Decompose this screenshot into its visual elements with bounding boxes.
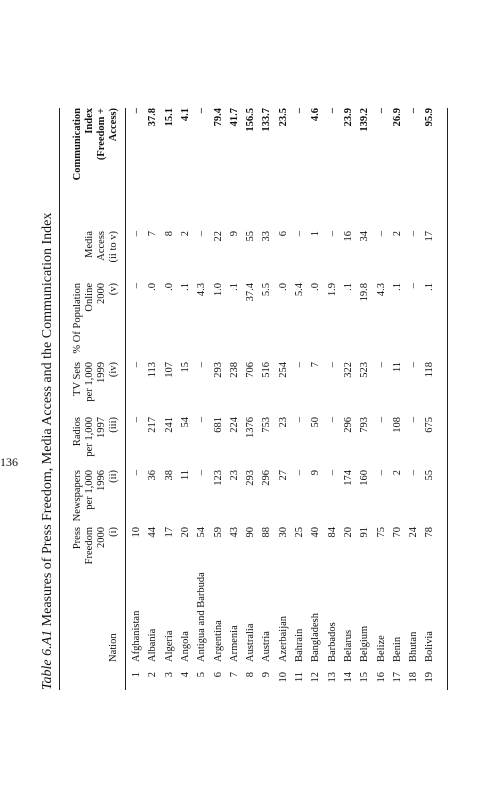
table-cell-news: – (196, 470, 208, 476)
table-cell-nation: Armenia (228, 625, 240, 662)
table-cell-press: 88 (261, 527, 273, 538)
table-cell-news: – (131, 470, 142, 476)
table-cell-radio: – (326, 417, 338, 423)
table-cell-news: – (375, 470, 387, 476)
table-cell-comm: 4.1 (179, 108, 191, 122)
table-cell-tv: 107 (163, 362, 175, 378)
page-number: 136 (0, 455, 18, 469)
table-cell-media: 8 (163, 231, 175, 237)
table-cell-tv: – (326, 362, 338, 368)
table-cell-radio: – (294, 417, 305, 423)
table-cell-media: 2 (391, 231, 403, 237)
table-cell-press: 78 (424, 527, 436, 538)
table-cell-news: 36 (147, 470, 159, 481)
column-header-comm-line-2: Index (84, 108, 95, 134)
table-cell-online: .0 (310, 283, 322, 291)
table-cell-comm: – (131, 108, 142, 114)
column-header-tv-line-2: per 1,000 (84, 362, 95, 402)
table-cell-num: 2 (147, 672, 159, 678)
table-cell-nation: Bhutan (408, 631, 420, 662)
table-cell-radio: – (408, 417, 420, 423)
table-cell-comm: 139.2 (359, 108, 371, 132)
table-cell-nation: Belgium (359, 625, 371, 662)
table-cell-nation: Barbados (326, 622, 338, 662)
table-cell-tv: – (375, 362, 387, 368)
table-cell-num: 9 (261, 672, 273, 678)
table-cell-press: 43 (228, 527, 240, 538)
table-cell-num: 16 (375, 672, 387, 683)
column-header-comm-line-3: (Freedom + (96, 108, 107, 161)
table-cell-num: 12 (310, 672, 322, 683)
table-cell-media: – (294, 231, 305, 237)
table-cell-tv: 254 (277, 362, 289, 378)
table-cell-tv: 706 (245, 362, 257, 378)
table-cell-radio: 23 (277, 417, 289, 428)
table-cell-tv: 322 (342, 362, 354, 378)
top-rule (59, 108, 60, 690)
table-cell-news: – (408, 470, 420, 476)
table-cell-press: 20 (342, 527, 354, 538)
table-cell-media: 55 (245, 231, 257, 242)
table-cell-media: 16 (342, 231, 354, 242)
table-cell-tv: – (408, 362, 420, 368)
table-cell-media: 17 (424, 231, 436, 242)
table-cell-comm: – (294, 108, 305, 114)
column-header-tv-line-1: TV Sets (72, 362, 83, 396)
table-cell-radio: 296 (342, 417, 354, 433)
table-cell-nation: Bahrain (294, 628, 305, 662)
table-cell-media: 7 (147, 231, 159, 237)
table-cell-num: 11 (294, 672, 305, 683)
table-cell-num: 17 (391, 672, 403, 683)
table-cell-comm: 4.6 (310, 108, 322, 122)
table-cell-press: 90 (245, 527, 257, 538)
table-cell-online: .0 (147, 283, 159, 291)
table-cell-online: .1 (391, 283, 403, 291)
table-cell-press: 40 (310, 527, 322, 538)
table-cell-num: 6 (212, 672, 224, 678)
table-cell-tv: 11 (391, 362, 403, 373)
table-cell-num: 3 (163, 672, 175, 678)
table-cell-comm: 41.7 (228, 108, 240, 127)
table-cell-tv: 293 (212, 362, 224, 378)
table-cell-tv: 7 (310, 362, 322, 368)
table-cell-radio: 54 (179, 417, 191, 428)
table-cell-nation: Albania (147, 628, 159, 662)
table-cell-news: 123 (212, 470, 224, 486)
table-cell-num: 14 (342, 672, 354, 683)
table-cell-comm: – (375, 108, 387, 114)
table-cell-tv: – (196, 362, 208, 368)
table-cell-media: 6 (277, 231, 289, 237)
table-cell-media: – (326, 231, 338, 237)
table-cell-press: 20 (179, 527, 191, 538)
table-cell-radio: 1376 (245, 417, 257, 438)
table-cell-nation: Algeria (163, 630, 175, 662)
table-cell-press: 25 (294, 527, 305, 538)
table-cell-media: – (408, 231, 420, 237)
table-cell-num: 13 (326, 672, 338, 683)
column-header-comm-line-1: Communication (72, 108, 83, 181)
table-cell-online: 4.3 (196, 283, 208, 297)
table-cell-comm: 133.7 (261, 108, 273, 132)
table-cell-media: 33 (261, 231, 273, 242)
table-cell-media: 1 (310, 231, 322, 237)
table-cell-nation: Belize (375, 635, 387, 662)
table-cell-radio: – (131, 417, 142, 423)
table-cell-nation: Australia (245, 623, 257, 662)
table-cell-radio: 793 (359, 417, 371, 433)
table-cell-comm: 23.5 (277, 108, 289, 127)
table-cell-tv: 516 (261, 362, 273, 378)
table-cell-online: – (408, 283, 420, 289)
table-cell-news: 38 (163, 470, 175, 481)
table-cell-media: 9 (228, 231, 240, 237)
table-cell-radio: 681 (212, 417, 224, 433)
column-header-radio-line-2: per 1,000 (84, 417, 95, 457)
table-cell-tv: 118 (424, 362, 436, 378)
column-header-tv-line-3: 1999 (96, 362, 107, 383)
table-cell-online: 19.8 (359, 283, 371, 302)
table-cell-media: – (375, 231, 387, 237)
table-cell-num: 1 (131, 672, 142, 678)
header-rule (125, 108, 126, 690)
table-cell-comm: 15.1 (163, 108, 175, 127)
table-cell-radio: 241 (163, 417, 175, 433)
table-caption-text: Measures of Press Freedom, Media Access and the Communication Index (40, 212, 55, 627)
table-cell-nation: Antigua and Barbuda (196, 572, 208, 662)
table-cell-comm: 79.4 (212, 108, 224, 127)
table-cell-radio: – (375, 417, 387, 423)
table-cell-comm: 37.8 (147, 108, 159, 127)
table-cell-tv: 15 (179, 362, 191, 373)
table-cell-comm: 23.9 (342, 108, 354, 127)
table-cell-nation: Afghanistan (131, 610, 142, 662)
table-cell-online: 4.3 (375, 283, 387, 297)
table-cell-nation: Bangladesh (310, 613, 322, 662)
column-header-press-line-2: Freedom (84, 527, 95, 565)
table-cell-nation: Argentina (212, 620, 224, 662)
table-cell-media: 34 (359, 231, 371, 242)
table-cell-press: 17 (163, 527, 175, 538)
table-cell-radio: 753 (261, 417, 273, 433)
table-cell-radio: – (196, 417, 208, 423)
table-cell-comm: 156.5 (245, 108, 257, 132)
table-cell-press: 10 (131, 527, 142, 538)
table-cell-media: – (196, 231, 208, 237)
table-cell-press: 59 (212, 527, 224, 538)
table-cell-nation: Azerbaijan (277, 615, 289, 662)
table-cell-num: 10 (277, 672, 289, 683)
table-cell-radio: 108 (391, 417, 403, 433)
table-cell-news: 174 (342, 470, 354, 486)
table-cell-media: – (131, 231, 142, 237)
table-cell-nation: Angola (179, 631, 191, 662)
table-cell-tv: 238 (228, 362, 240, 378)
table-cell-nation: Bolivia (424, 631, 436, 662)
table-cell-nation: Austria (261, 631, 273, 662)
column-header-news-line-2: per 1,000 (84, 470, 95, 510)
table-cell-tv: 113 (147, 362, 159, 378)
table-cell-online: .1 (179, 283, 191, 291)
table-caption (40, 213, 56, 690)
table-cell-press: 44 (147, 527, 159, 538)
table-cell-comm: – (326, 108, 338, 114)
table-cell-news: – (294, 470, 305, 476)
table-cell-press: 24 (408, 527, 420, 538)
column-header-online-line-2: Online (84, 283, 95, 312)
table-cell-radio: 224 (228, 417, 240, 433)
table-cell-online: .0 (163, 283, 175, 291)
table-cell-online: .0 (277, 283, 289, 291)
table-cell-news: 296 (261, 470, 273, 486)
column-header-online-line-3: 2000 (96, 283, 107, 304)
column-header-tv-line-4: (iv) (108, 362, 119, 378)
column-header-news-line-4: (ii) (108, 470, 119, 483)
table-cell-online: 5.4 (294, 283, 305, 297)
column-header-media-line-2: Access (96, 231, 107, 261)
table-cell-comm: – (408, 108, 420, 114)
table-cell-comm: 26.9 (391, 108, 403, 127)
column-header-press-line-4: (i) (108, 527, 119, 537)
table-cell-radio: 50 (310, 417, 322, 428)
table-cell-num: 8 (245, 672, 257, 678)
table-cell-num: 5 (196, 672, 208, 678)
table-cell-online: – (131, 283, 142, 289)
table-cell-online: 1.0 (212, 283, 224, 297)
column-header-radio-line-1: Radios (72, 417, 83, 447)
table-cell-num: 18 (408, 672, 420, 683)
table-cell-news: 27 (277, 470, 289, 481)
table-cell-nation: Belarus (342, 629, 354, 662)
table-cell-online: 5.5 (261, 283, 273, 297)
table-cell-online: .1 (424, 283, 436, 291)
table-cell-tv: – (131, 362, 142, 368)
table-cell-press: 54 (196, 527, 208, 538)
column-header-press-line-1: Press (72, 527, 83, 550)
column-header-news-line-3: 1996 (96, 470, 107, 491)
column-header-online-line-4: (v) (108, 283, 119, 296)
table-cell-news: 9 (310, 470, 322, 476)
column-header-radio-line-3: 1997 (96, 417, 107, 438)
table-cell-num: 15 (359, 672, 371, 683)
table-cell-num: 7 (228, 672, 240, 678)
column-header-radio-line-4: (iii) (108, 417, 119, 433)
column-header-media-line-3: (ii to v) (108, 231, 119, 263)
table-cell-online: 1.9 (326, 283, 338, 297)
table-cell-news: 11 (179, 470, 191, 481)
table-cell-press: 30 (277, 527, 289, 538)
table-cell-nation: Benin (391, 636, 403, 662)
table-cell-comm: – (196, 108, 208, 114)
column-header-press-line-3: 2000 (96, 527, 107, 548)
table-cell-num: 4 (179, 672, 191, 678)
table-cell-media: 22 (212, 231, 224, 242)
table-cell-news: 160 (359, 470, 371, 486)
table-caption-label: Table 6.A1 (40, 629, 55, 690)
column-header-media-line-1: Media (84, 231, 95, 258)
table-cell-online: .1 (342, 283, 354, 291)
table-cell-press: 70 (391, 527, 403, 538)
table-cell-radio: 675 (424, 417, 436, 433)
table-cell-news: – (326, 470, 338, 476)
column-header-comm-line-4: Access) (108, 108, 119, 142)
table-cell-num: 19 (424, 672, 436, 683)
table-cell-news: 23 (228, 470, 240, 481)
table-cell-tv: 523 (359, 362, 371, 378)
table-cell-online: .1 (228, 283, 240, 291)
table-cell-tv: – (294, 362, 305, 368)
table-cell-radio: 217 (147, 417, 159, 433)
table-cell-press: 91 (359, 527, 371, 538)
table-cell-media: 2 (179, 231, 191, 237)
table-cell-news: 55 (424, 470, 436, 481)
bottom-rule (447, 108, 448, 690)
column-header-online-line-1: % Of Population (72, 283, 83, 354)
table-cell-press: 75 (375, 527, 387, 538)
column-header-nation-line-1: Nation (108, 633, 119, 662)
table-cell-news: 293 (245, 470, 257, 486)
table-cell-comm: 95.9 (424, 108, 436, 127)
table-cell-online: 37.4 (245, 283, 257, 302)
column-header-news-line-1: Newspapers (72, 470, 83, 522)
table-cell-press: 84 (326, 527, 338, 538)
table-cell-news: 2 (391, 470, 403, 476)
